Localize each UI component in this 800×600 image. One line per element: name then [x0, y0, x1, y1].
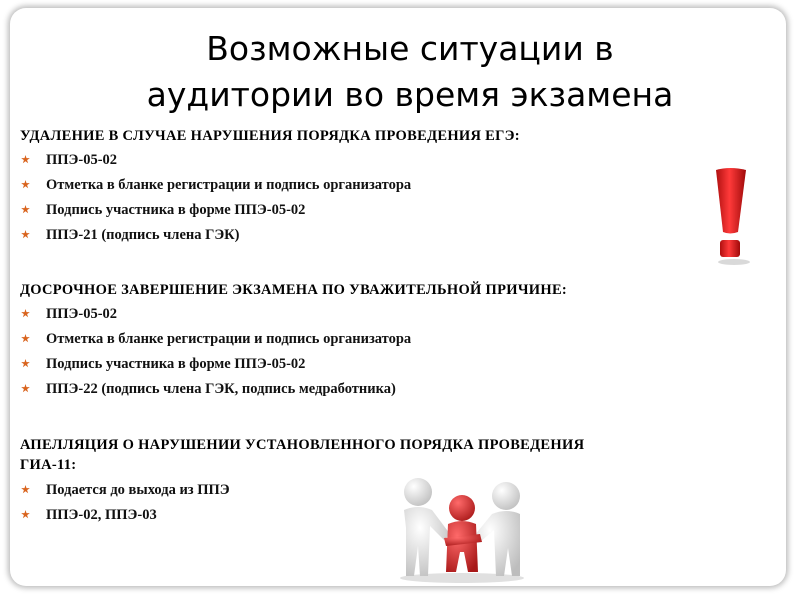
list-appeal — [18, 479, 230, 529]
page-title — [50, 26, 770, 118]
title-line-2: аудитории во время экзамена — [146, 75, 674, 114]
section-heading-early-finish: ДОСРОЧНОЕ ЗАВЕРШЕНИЕ ЭКЗАМЕНА ПО УВАЖИТЕЛЬНОЙ ПРИЧИНЕ: — [20, 282, 568, 298]
list-early-finish — [18, 303, 411, 403]
exclamation-mark-icon — [710, 166, 754, 266]
star-bullet-icon — [21, 205, 30, 214]
section-heading-removal: УДАЛЕНИЕ В СЛУЧАЕ НАРУШЕНИЯ ПОРЯДКА ПРОВЕДЕНИЯ ЕГЭ: — [20, 128, 520, 144]
star-bullet-icon — [21, 359, 30, 368]
list-item: Подпись участника в форме ППЭ-05-02 — [18, 353, 411, 378]
slide — [10, 8, 786, 586]
title-line-1: Возможные ситуации в — [206, 29, 614, 68]
list-item: ППЭ-21 (подпись члена ГЭК) — [18, 224, 411, 249]
star-bullet-icon — [21, 510, 30, 519]
list-item: ППЭ-05-02 — [18, 303, 411, 328]
list-item: Отметка в бланке регистрации и подпись организатора — [18, 328, 411, 353]
list-item: Подается до выхода из ППЭ — [18, 479, 230, 504]
list-item: ППЭ-05-02 — [18, 149, 411, 174]
star-bullet-icon — [21, 309, 30, 318]
star-bullet-icon — [21, 334, 30, 343]
star-bullet-icon — [21, 384, 30, 393]
section-heading-appeal-line-1: АПЕЛЛЯЦИЯ О НАРУШЕНИИ УСТАНОВЛЕННОГО ПОРЯДКА ПРОВЕДЕНИЯ — [20, 437, 585, 453]
star-bullet-icon — [21, 180, 30, 189]
list-item: ППЭ-22 (подпись члена ГЭК, подпись медработника) — [18, 378, 411, 403]
list-item: Отметка в бланке регистрации и подпись организатора — [18, 174, 411, 199]
section-heading-appeal — [20, 435, 584, 475]
list-item: Подпись участника в форме ППЭ-05-02 — [18, 199, 411, 224]
list-item: ППЭ-02, ППЭ-03 — [18, 504, 230, 529]
star-bullet-icon — [21, 155, 30, 164]
teamwork-figures-illustration — [392, 472, 532, 584]
section-heading-appeal-line-2: ГИА-11: — [20, 457, 77, 473]
star-bullet-icon — [21, 485, 30, 494]
star-bullet-icon — [21, 230, 30, 239]
list-removal — [18, 149, 411, 249]
